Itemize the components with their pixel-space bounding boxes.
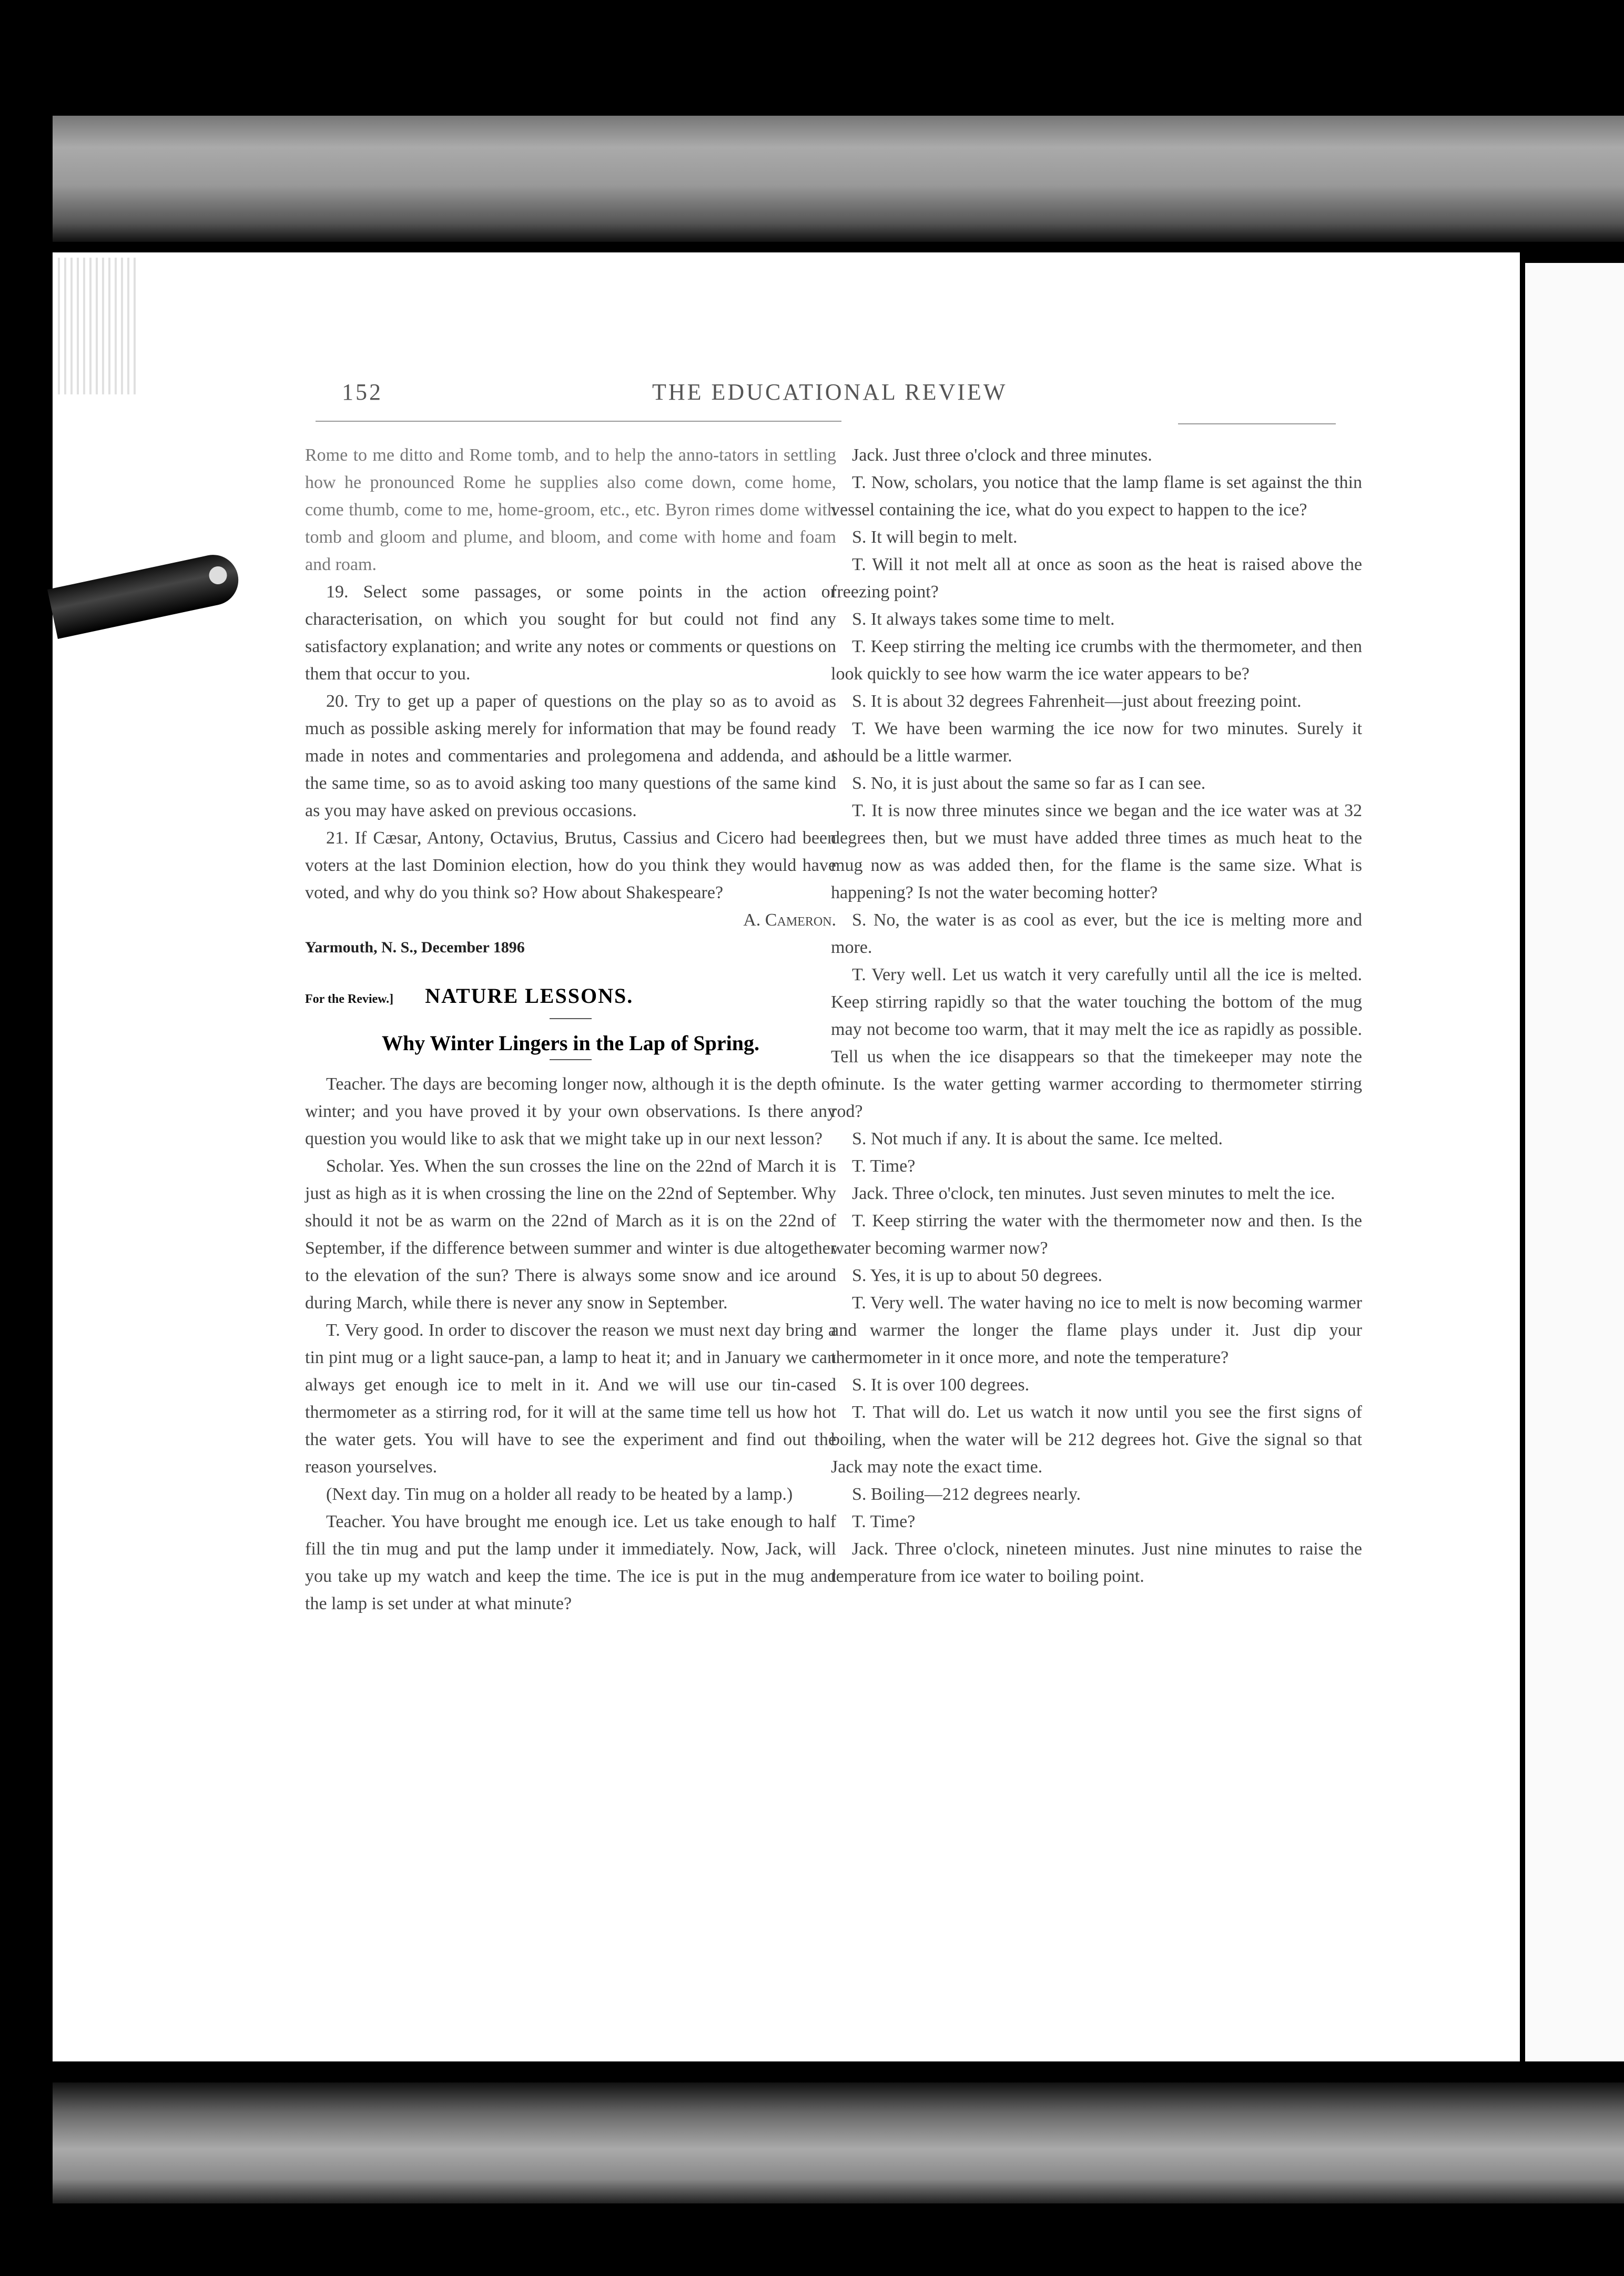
dialogue-line: T. Very well. The water having no ice to melt is now becoming warmer and warmer the longer the flame plays under it. Just dip your thermometer in it once more, and note the temperature?	[831, 1293, 1362, 1367]
dialogue-line: T. Keep stirring the melting ice crumbs with the thermometer, and then look quickly to see how warm the ice water appears to be?	[831, 637, 1362, 684]
journal-title: THE EDUCATIONAL REVIEW	[652, 379, 1008, 405]
section-label: For the Review.]	[305, 992, 394, 1006]
section-subtitle: Why Winter Lingers in the Lap of Spring.	[382, 1031, 759, 1055]
paragraph: 21. If Cæsar, Antony, Octavius, Brutus, Cassius and Cicero had been voters at the last Dominion election, how do you think they would have voted, and why do you think so? How about Shakespeare?	[305, 828, 836, 902]
dialogue-line: T. We have been warming the ice now for two minutes. Surely it should be a little warmer.	[831, 719, 1362, 766]
dialogue-line: T. It is now three minutes since we began and the ice water was at 32 degrees then, but we must have added three times as much heat to the mug now as was added then, for the flame is the same size. What is happening? Is not the water becoming hotter?	[831, 801, 1362, 902]
title-rule	[550, 1018, 592, 1019]
author-signature: A. Cameron.	[743, 910, 836, 930]
scan-bottom-border	[53, 2082, 1624, 2203]
adjacent-page	[1525, 263, 1624, 2061]
dialogue-line: S. Boiling—212 degrees nearly.	[852, 1485, 1081, 1504]
dialogue-line: S. It always takes some time to melt.	[852, 609, 1115, 629]
page-edge	[1520, 263, 1525, 2067]
dialogue-line: T. Time?	[852, 1156, 916, 1176]
dialogue-line: T. Time?	[852, 1512, 916, 1531]
scan-top-border	[53, 116, 1624, 242]
section-title: NATURE LESSONS.	[425, 984, 634, 1008]
left-column	[305, 442, 836, 1618]
dialogue-line: S. No, it is just about the same so far as I can see.	[852, 774, 1206, 793]
dialogue-line: S. It is over 100 degrees.	[852, 1375, 1030, 1395]
dialogue-line: T. Now, scholars, you notice that the lamp flame is set against the thin vessel containing the ice, what do you expect to happen to the ice?	[831, 473, 1362, 520]
paragraph: 19. Select some passages, or some points in the action or characterisation, on which you sought for but could not find any satisfactory explanation; and write any notes or comments or questions on them that occur to you.	[305, 582, 836, 684]
pen-tip	[207, 565, 228, 586]
right-column	[831, 442, 1362, 1590]
dialogue-line: T. Very good. In order to discover the reason we must next day bring a tin pint mug or a light sauce-pan, a lamp to heat it; and in January we can always get enough ice to melt in it. And we will use our tin-cased thermometer as a stirring rod, for it will at the same time tell us how hot the water gets. You will have to see the experiment and find out the reason yourselves.	[305, 1320, 836, 1477]
dialogue-line: T. Very well. Let us watch it very carefully until all the ice is melted. Keep stirring rapidly so that the water touching the bottom of the mug may not become too warm, that it may melt the ice as rapidly as possible. Tell us when the ice disappears so that the timekeeper may note the minute. Is the water getting warmer according to thermometer stirring rod?	[831, 965, 1362, 1121]
dialogue-line: S. It is about 32 degrees Fahrenheit—just about freezing point.	[852, 692, 1302, 711]
dialogue-line: Jack. Three o'clock, ten minutes. Just seven minutes to melt the ice.	[852, 1184, 1335, 1203]
header-rule-left	[316, 421, 841, 422]
page-number: 152	[342, 379, 383, 405]
binding-marks	[58, 258, 137, 394]
dialogue-line: Teacher. The days are becoming longer now, although it is the depth of winter; and you have proved it by your own observations. Is there any question you would like to ask that we might take up in our next lesson?	[305, 1074, 836, 1149]
dialogue-line: Jack. Just three o'clock and three minutes.	[852, 445, 1152, 465]
dialogue-line: T. Will it not melt all at once as soon as the heat is raised above the freezing point?	[831, 555, 1362, 602]
paragraph: 20. Try to get up a paper of questions on the play so as to avoid as much as possible asking merely for information that may be found ready made in notes and commentaries and prolegomena and addenda, and at the same time, so as to avoid asking too many questions of the same kind as you may have asked on previous occasions.	[305, 692, 836, 820]
dialogue-line: S. It will begin to melt.	[852, 527, 1018, 547]
signature-row	[305, 907, 836, 934]
dialogue-line: T. Keep stirring the water with the thermometer now and then. Is the water becoming warmer now?	[831, 1211, 1362, 1258]
section-heading	[305, 982, 836, 1013]
dialogue-line: S. Yes, it is up to about 50 degrees.	[852, 1266, 1102, 1285]
dialogue-line: Scholar. Yes. When the sun crosses the line on the 22nd of March it is just as high as it is when crossing the line on the 22nd of September. Why should it not be as warm on the 22nd of March as it is on the 22nd of September, if the difference between summer and winter is due altogether to the elevation of the sun? There is always some snow and ice around during March, while there is never any snow in September.	[305, 1156, 836, 1313]
place-date: Yarmouth, N. S., December 1896	[305, 939, 525, 956]
subtitle-rule	[550, 1059, 592, 1060]
paragraph: Rome to me ditto and Rome tomb, and to help the anno-tators in settling how he pronounced Rome he supplies also come down, come home, come thumb, come to me, home-groom, etc., etc. Byron rimes dome with tomb and gloom and plume, and bloom, and come with home and foam and roam.	[305, 445, 836, 574]
dialogue-line: Teacher. You have brought me enough ice. Let us take enough to half fill the tin mug and put the lamp under it immediately. Now, Jack, will you take up my watch and keep the time. The ice is put in the mug and the lamp is set under at what minute?	[305, 1512, 836, 1613]
header-rule-right	[1178, 423, 1336, 424]
stage-direction: (Next day. Tin mug on a holder all ready to be heated by a lamp.)	[326, 1485, 793, 1504]
dialogue-line: S. No, the water is as cool as ever, but the ice is melting more and more.	[831, 910, 1362, 957]
dialogue-line: T. That will do. Let us watch it now until you see the first signs of boiling, when the water will be 212 degrees hot. Give the signal so that Jack may note the exact time.	[831, 1403, 1362, 1477]
dialogue-line: S. Not much if any. It is about the same. Ice melted.	[852, 1129, 1223, 1149]
dialogue-line: Jack. Three o'clock, nineteen minutes. Just nine minutes to raise the temperature from ice water to boiling point.	[831, 1539, 1362, 1586]
